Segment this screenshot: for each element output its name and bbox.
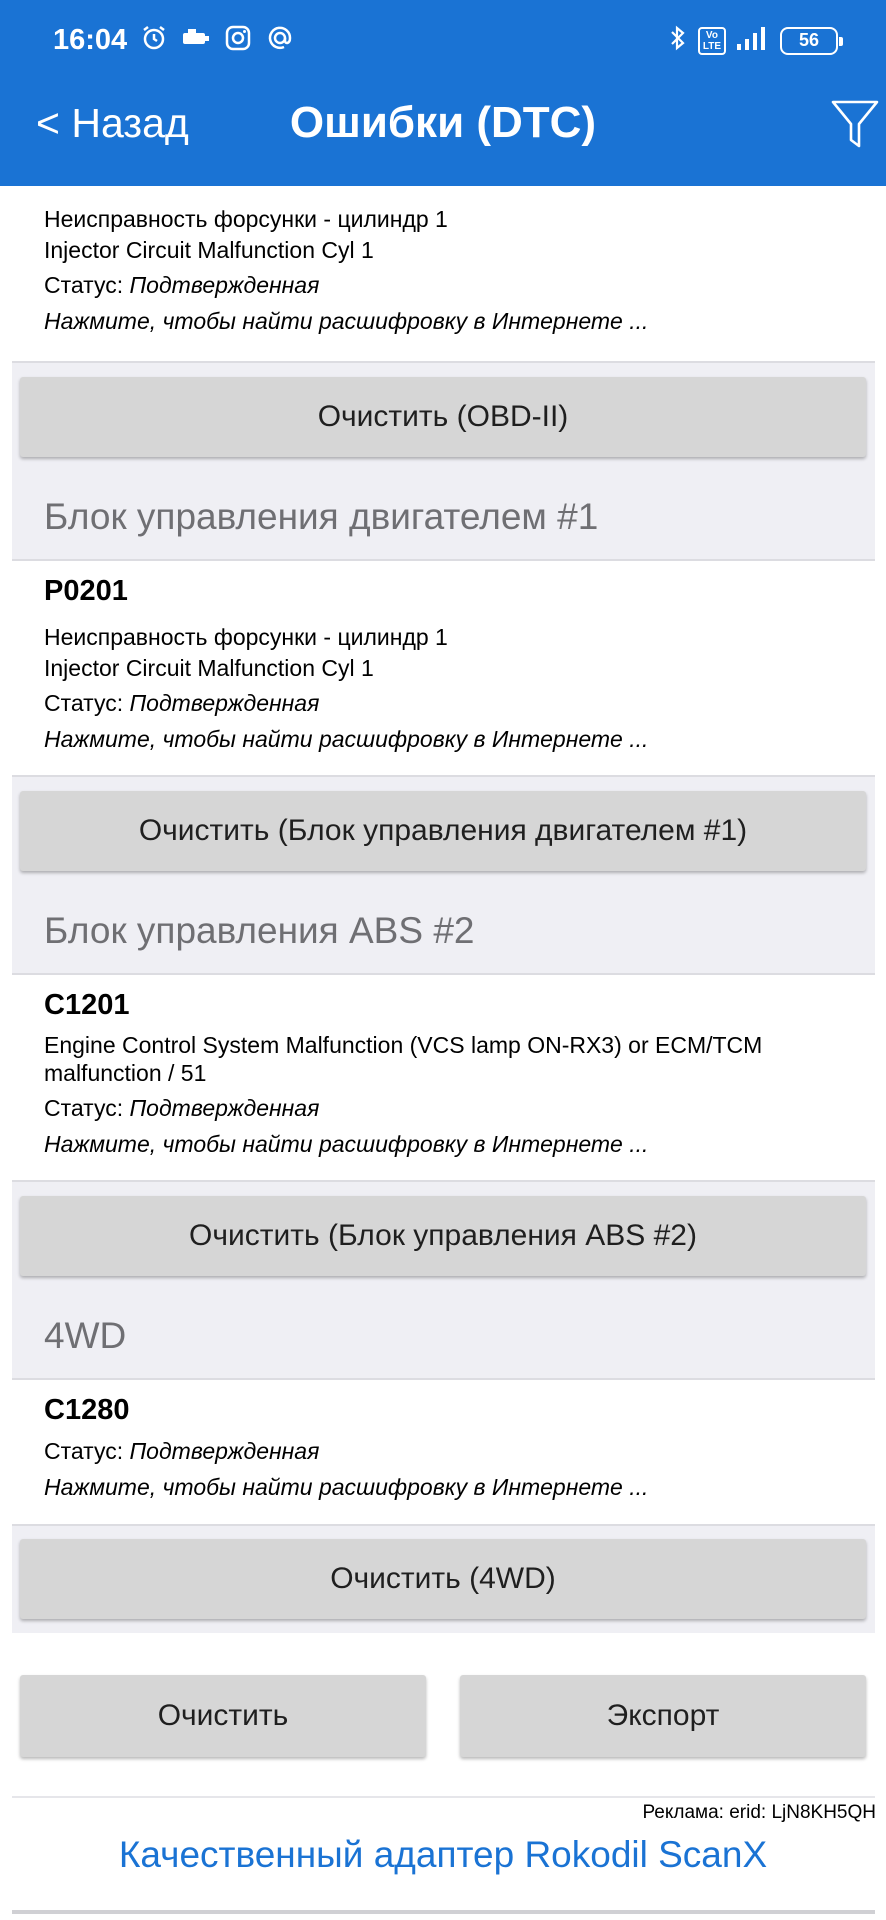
dtc-description-en: Injector Circuit Malfunction Cyl 1 (44, 237, 374, 263)
back-button[interactable]: < Назад (36, 100, 189, 146)
dtc-description-en: Engine Control System Malfunction (VCS lamp ON-RX3) or ECM/TCM malfunction / 51 (44, 1032, 763, 1086)
dtc-list-item[interactable] (12, 561, 875, 777)
status-label: Статус: (44, 690, 130, 716)
status-value: Подтвержденная (129, 690, 320, 716)
dtc-status (44, 272, 319, 299)
ad-link[interactable]: Качественный адаптер Rokodil ScanX (118, 1834, 768, 1875)
car-icon (180, 22, 212, 54)
volte-icon: Vo LTE (698, 27, 726, 55)
clear-block (12, 777, 875, 887)
dtc-code: P0201 (44, 575, 128, 607)
dtc-description-en: Injector Circuit Malfunction Cyl 1 (44, 655, 374, 681)
clear-block (12, 363, 875, 473)
search-hint: Нажмите, чтобы найти расшифровку в Интернете ... (44, 308, 649, 334)
filter-icon[interactable] (830, 98, 880, 150)
clear-block (12, 1182, 875, 1292)
dtc-code: C1201 (44, 989, 130, 1021)
status-value: Подтвержденная (129, 272, 320, 298)
section-title: Блок управления двигателем #1 (44, 496, 599, 537)
section-header (12, 887, 875, 975)
search-hint: Нажмите, чтобы найти расшифровку в Интернете ... (44, 1131, 649, 1157)
status-icons-left (138, 22, 296, 54)
instagram-icon (222, 22, 254, 54)
alarm-icon (138, 22, 170, 54)
status-label: Статус: (44, 1438, 130, 1464)
page-title: Ошибки (DTC) (289, 98, 597, 147)
dtc-list-item[interactable] (12, 186, 875, 363)
status-label: Статус: (44, 1095, 130, 1121)
clear-4wd-button[interactable]: Очистить (4WD) (20, 1539, 866, 1619)
dtc-code: C1280 (44, 1394, 130, 1426)
dtc-description-ru: Неисправность форсунки - цилиндр 1 (44, 624, 448, 650)
clear-engine-button[interactable]: Очистить (Блок управления двигателем #1) (20, 791, 866, 871)
search-hint: Нажмите, чтобы найти расшифровку в Интернете ... (44, 726, 649, 752)
ad-label: Реклама: erid: LjN8KH5QH (642, 1802, 876, 1823)
app-header (0, 0, 886, 186)
status-time: 16:04 (53, 24, 128, 56)
status-icons-right (668, 24, 838, 57)
search-hint: Нажмите, чтобы найти расшифровку в Интернете ... (44, 1474, 649, 1500)
clear-abs-button[interactable]: Очистить (Блок управления ABS #2) (20, 1196, 866, 1276)
section-header (12, 1292, 875, 1380)
at-icon (264, 22, 296, 54)
divider (12, 1796, 875, 1798)
clear-block (12, 1526, 875, 1633)
bluetooth-icon (668, 24, 688, 57)
dtc-status (44, 690, 319, 717)
clear-all-button[interactable]: Очистить (20, 1675, 426, 1757)
dtc-list-item[interactable] (12, 975, 875, 1182)
signal-icon (736, 25, 770, 56)
section-title: 4WD (44, 1315, 127, 1356)
bottom-divider (12, 1910, 875, 1914)
dtc-status (44, 1095, 319, 1122)
status-label: Статус: (44, 272, 130, 298)
status-value: Подтвержденная (129, 1438, 320, 1464)
battery-icon: 56 (780, 27, 838, 55)
dtc-list-item[interactable] (12, 1380, 875, 1526)
dtc-status (44, 1438, 319, 1465)
export-button[interactable]: Экспорт (460, 1675, 866, 1757)
section-header (12, 473, 875, 561)
status-value: Подтвержденная (129, 1095, 320, 1121)
clear-obd-button[interactable]: Очистить (OBD-II) (20, 377, 866, 457)
section-title: Блок управления ABS #2 (44, 910, 475, 951)
dtc-description-ru: Неисправность форсунки - цилиндр 1 (44, 206, 448, 232)
